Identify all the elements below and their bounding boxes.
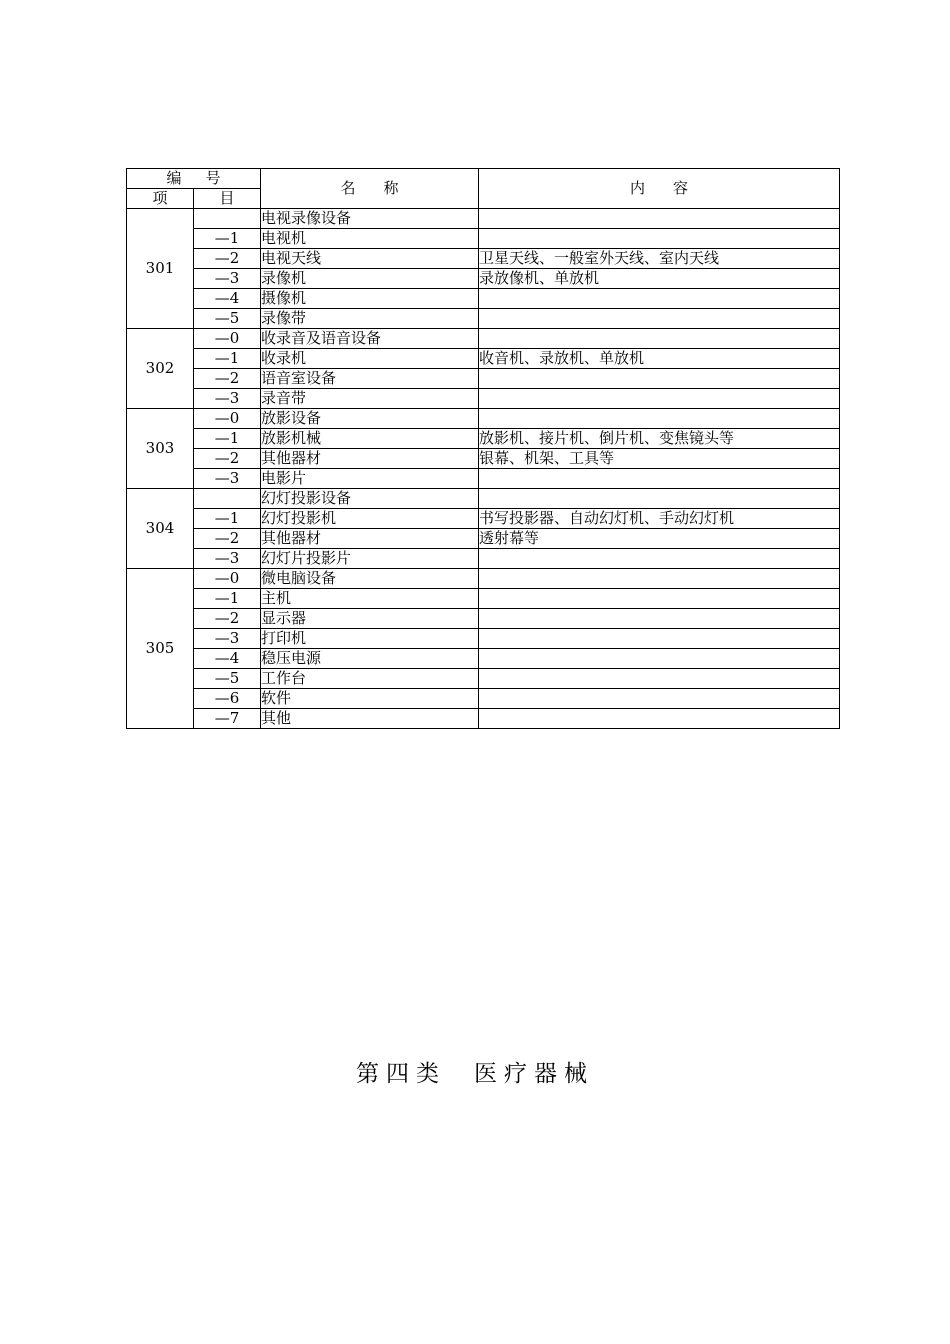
content-cell — [479, 669, 840, 689]
name-cell: 录像带 — [261, 309, 479, 329]
sub-code-cell: —3 — [194, 389, 261, 409]
sub-code-cell: —2 — [194, 609, 261, 629]
table-row — [127, 309, 840, 329]
table-row — [127, 389, 840, 409]
content-cell: 卫星天线、一般室外天线、室内天线 — [479, 249, 840, 269]
content-cell — [479, 329, 840, 349]
table-row — [127, 229, 840, 249]
name-cell: 放影设备 — [261, 409, 479, 429]
content-cell: 透射幕等 — [479, 529, 840, 549]
table-body — [127, 209, 840, 729]
name-cell: 放影机械 — [261, 429, 479, 449]
table-row — [127, 289, 840, 309]
sub-code-cell: —4 — [194, 289, 261, 309]
content-cell: 收音机、录放机、单放机 — [479, 349, 840, 369]
name-cell: 软件 — [261, 689, 479, 709]
content-cell — [479, 649, 840, 669]
header-content: 内 容 — [479, 169, 840, 209]
table-row — [127, 649, 840, 669]
table-row — [127, 349, 840, 369]
name-cell: 摄像机 — [261, 289, 479, 309]
sub-code-cell: —2 — [194, 529, 261, 549]
sub-code-cell: —5 — [194, 309, 261, 329]
header-item: 项 — [127, 189, 194, 209]
sub-code-cell: —1 — [194, 229, 261, 249]
sub-code-cell: —1 — [194, 429, 261, 449]
content-cell — [479, 609, 840, 629]
table-row — [127, 409, 840, 429]
table-row — [127, 569, 840, 589]
table-row — [127, 709, 840, 729]
sub-code-cell: —3 — [194, 629, 261, 649]
item-code-cell: 301 — [127, 209, 194, 329]
name-cell: 幻灯投影机 — [261, 509, 479, 529]
sub-code-cell: —7 — [194, 709, 261, 729]
content-cell — [479, 229, 840, 249]
sub-code-cell — [194, 209, 261, 229]
name-cell: 稳压电源 — [261, 649, 479, 669]
name-cell: 电视天线 — [261, 249, 479, 269]
table-header — [127, 169, 840, 209]
sub-code-cell: —3 — [194, 269, 261, 289]
content-cell: 放影机、接片机、倒片机、变焦镜头等 — [479, 429, 840, 449]
table-row — [127, 469, 840, 489]
sub-code-cell: —6 — [194, 689, 261, 709]
equipment-catalog-table — [126, 168, 840, 729]
content-cell — [479, 469, 840, 489]
table-row — [127, 209, 840, 229]
sub-code-cell: —3 — [194, 549, 261, 569]
header-sub: 目 — [194, 189, 261, 209]
content-cell — [479, 549, 840, 569]
name-cell: 其他器材 — [261, 449, 479, 469]
item-code-cell: 302 — [127, 329, 194, 409]
name-cell: 打印机 — [261, 629, 479, 649]
name-cell: 电视录像设备 — [261, 209, 479, 229]
sub-code-cell: —2 — [194, 369, 261, 389]
table-row — [127, 669, 840, 689]
name-cell: 收录机 — [261, 349, 479, 369]
sub-code-cell: —1 — [194, 589, 261, 609]
table-row — [127, 329, 840, 349]
name-cell: 工作台 — [261, 669, 479, 689]
name-cell: 主机 — [261, 589, 479, 609]
section-title: 第四类 医疗器械 — [356, 1061, 594, 1087]
content-cell — [479, 369, 840, 389]
sub-code-cell: —0 — [194, 409, 261, 429]
name-cell: 电视机 — [261, 229, 479, 249]
table-row — [127, 369, 840, 389]
table-row — [127, 609, 840, 629]
content-cell: 书写投影器、自动幻灯机、手动幻灯机 — [479, 509, 840, 529]
name-cell: 微电脑设备 — [261, 569, 479, 589]
name-cell: 幻灯投影设备 — [261, 489, 479, 509]
content-cell — [479, 389, 840, 409]
table-row — [127, 269, 840, 289]
content-cell — [479, 309, 840, 329]
content-cell — [479, 489, 840, 509]
table-row — [127, 489, 840, 509]
content-cell: 银幕、机架、工具等 — [479, 449, 840, 469]
header-name: 名 称 — [261, 169, 479, 209]
name-cell: 录音带 — [261, 389, 479, 409]
sub-code-cell: —2 — [194, 249, 261, 269]
table-row — [127, 629, 840, 649]
content-cell — [479, 589, 840, 609]
sub-code-cell — [194, 489, 261, 509]
sub-code-cell: —1 — [194, 509, 261, 529]
content-cell — [479, 289, 840, 309]
table-row — [127, 509, 840, 529]
name-cell: 语音室设备 — [261, 369, 479, 389]
table-row — [127, 589, 840, 609]
name-cell: 其他 — [261, 709, 479, 729]
name-cell: 显示器 — [261, 609, 479, 629]
item-code-cell: 304 — [127, 489, 194, 569]
content-cell — [479, 569, 840, 589]
table-row — [127, 429, 840, 449]
content-cell — [479, 209, 840, 229]
name-cell: 录像机 — [261, 269, 479, 289]
sub-code-cell: —4 — [194, 649, 261, 669]
item-code-cell: 305 — [127, 569, 194, 729]
item-code-cell: 303 — [127, 409, 194, 489]
table-row — [127, 529, 840, 549]
sub-code-cell: —1 — [194, 349, 261, 369]
sub-code-cell: —3 — [194, 469, 261, 489]
name-cell: 收录音及语音设备 — [261, 329, 479, 349]
sub-code-cell: —0 — [194, 569, 261, 589]
sub-code-cell: —5 — [194, 669, 261, 689]
name-cell: 电影片 — [261, 469, 479, 489]
table-row — [127, 689, 840, 709]
table-row — [127, 449, 840, 469]
content-cell — [479, 629, 840, 649]
content-cell — [479, 709, 840, 729]
table-row — [127, 249, 840, 269]
sub-code-cell: —0 — [194, 329, 261, 349]
table-row — [127, 549, 840, 569]
sub-code-cell: —2 — [194, 449, 261, 469]
content-cell — [479, 409, 840, 429]
content-cell — [479, 689, 840, 709]
header-code: 编 号 — [127, 169, 261, 189]
name-cell: 其他器材 — [261, 529, 479, 549]
content-cell: 录放像机、单放机 — [479, 269, 840, 289]
name-cell: 幻灯片投影片 — [261, 549, 479, 569]
